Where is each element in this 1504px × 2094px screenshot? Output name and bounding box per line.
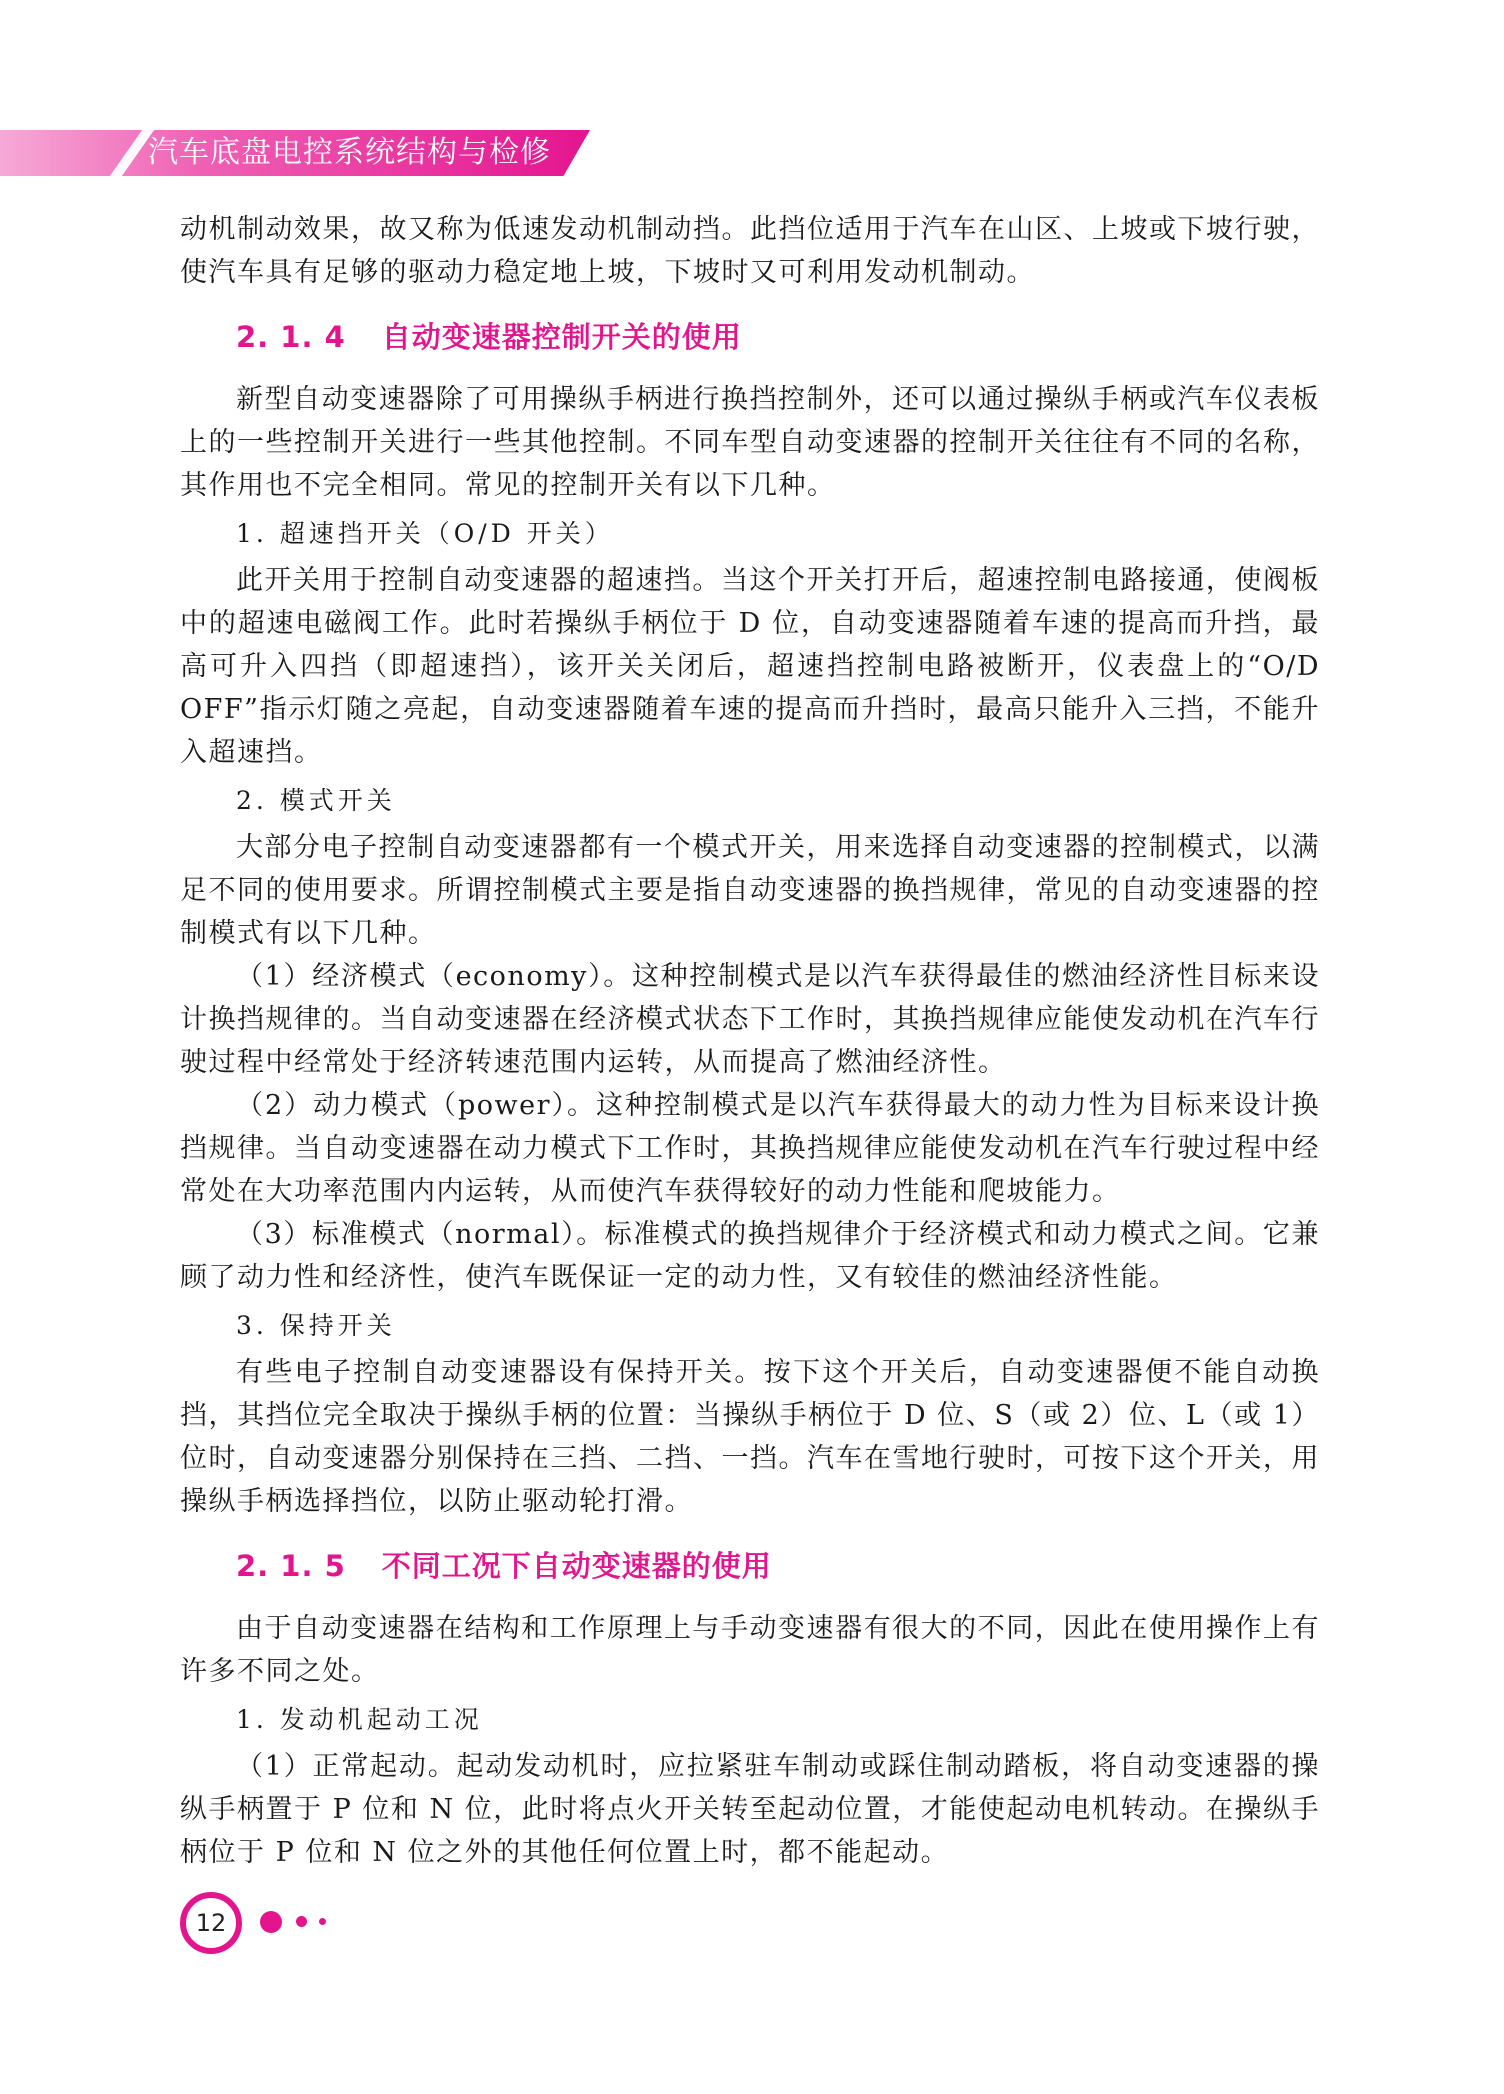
page-number: 12: [195, 1909, 227, 1937]
paragraph: （1）正常起动。起动发动机时，应拉紧驻车制动或踩住制动踏板，将自动变速器的操纵手柄置于 P 位和 N 位，此时将点火开关转至起动位置，才能使起动电机转动。在操纵手柄位于 P 位和 N 位之外的其他任何位置上时，都不能起动。: [180, 1751, 1320, 1868]
subheading-engine-start: 1. 发动机起动工况: [236, 1705, 483, 1734]
paragraph: （3）标准模式（normal）。标准模式的换挡规律介于经济模式和动力模式之间。它兼顾了动力性和经济性，使汽车既保证一定的动力性，又有较佳的燃油经济性能。: [180, 1219, 1320, 1293]
paragraph: 有些电子控制自动变速器设有保持开关。按下这个开关后，自动变速器便不能自动换挡，其挡位完全取决于操纵手柄的位置：当操纵手柄位于 D 位、S（或 2）位、L（或 1）位时，自动变速器分别保持在三挡、二挡、一挡。汽车在雪地行驶时，可按下这个开关，用操纵手柄选择挡位，以防止驱动轮打滑。: [180, 1357, 1320, 1517]
section-number: 2. 1. 5: [236, 1549, 346, 1583]
section-heading-2-1-5: [180, 1543, 1320, 1589]
paragraph: 此开关用于控制自动变速器的超速挡。当这个开关打开后，超速控制电路接通，使阀板中的超速电磁阀工作。此时若操纵手柄位于 D 位，自动变速器随着车速的提高而升挡，最高可升入四挡（即超速挡），该开关关闭后，超速挡控制电路被断开，仪表盘上的“O/D OFF”指示灯随之亮起，自动变速器随着车速的提高而升挡时，最高只能升入三挡，不能升入超速挡。: [180, 565, 1320, 768]
paragraph: 动机制动效果，故又称为低速发动机制动挡。此挡位适用于汽车在山区、上坡或下坡行驶，使汽车具有足够的驱动力稳定地上坡，下坡时又可利用发动机制动。: [180, 214, 1320, 288]
page-body: [180, 208, 1320, 1874]
paragraph: （1）经济模式（economy）。这种控制模式是以汽车获得最佳的燃油经济性目标来设计换挡规律的。当自动变速器在经济模式状态下工作时，其换挡规律应能使发动机在汽车行驶过程中经常处于经济转速范围内运转，从而提高了燃油经济性。: [180, 961, 1320, 1078]
page-number-badge: [180, 1892, 242, 1954]
dot-decoration: [319, 1918, 326, 1925]
section-number: 2. 1. 4: [236, 320, 346, 354]
section-heading-2-1-4: [180, 314, 1320, 360]
paragraph: （2）动力模式（power）。这种控制模式是以汽车获得最大的动力性为目标来设计换挡规律。当自动变速器在动力模式下工作时，其换挡规律应能使发动机在汽车行驶过程中经常处在大功率范围内内运转，从而使汽车获得较好的动力性能和爬坡能力。: [180, 1090, 1320, 1207]
subheading-mode-switch: 2. 模式开关: [236, 786, 396, 815]
running-header-title: 汽车底盘电控系统结构与检修: [148, 135, 551, 170]
section-title: 自动变速器控制开关的使用: [381, 320, 742, 354]
subheading-hold-switch: 3. 保持开关: [236, 1311, 396, 1340]
paragraph: 新型自动变速器除了可用操纵手柄进行换挡控制外，还可以通过操纵手柄或汽车仪表板上的一些控制开关进行一些其他控制。不同车型自动变速器的控制开关往往有不同的名称，其作用也不完全相同。常见的控制开关有以下几种。: [180, 384, 1320, 501]
dot-decoration: [260, 1911, 282, 1933]
dot-decoration: [296, 1916, 307, 1927]
section-title: 不同工况下自动变速器的使用: [381, 1549, 772, 1583]
subheading-od-switch: 1. 超速挡开关（O/D 开关）: [236, 519, 614, 548]
paragraph: 大部分电子控制自动变速器都有一个模式开关，用来选择自动变速器的控制模式，以满足不同的使用要求。所谓控制模式主要是指自动变速器的换挡规律，常见的自动变速器的控制模式有以下几种。: [180, 832, 1320, 949]
paragraph: 由于自动变速器在结构和工作原理上与手动变速器有很大的不同，因此在使用操作上有许多不同之处。: [180, 1613, 1320, 1687]
